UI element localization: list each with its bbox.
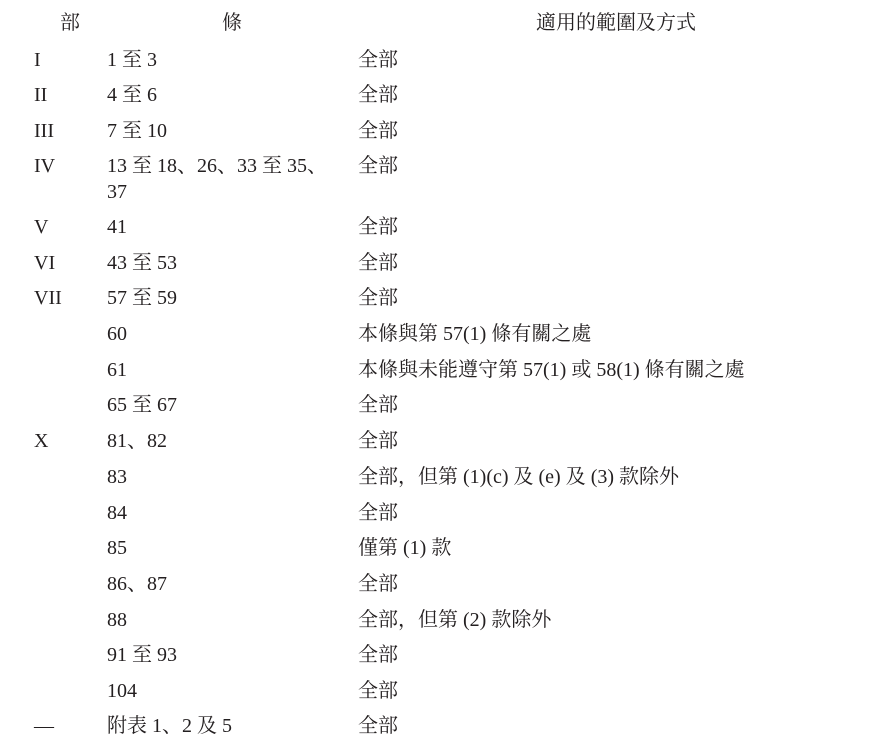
- section-cell: 83: [107, 466, 127, 488]
- scope-cell: 全部: [358, 715, 398, 737]
- section-cell: 88: [107, 609, 127, 631]
- scope-cell: 全部: [358, 84, 398, 106]
- section-cell: 41: [107, 216, 127, 238]
- table-row: [0, 284, 883, 320]
- scope-cell: 全部: [358, 287, 398, 309]
- scope-cell: 全部，但第 (1)(c) 及 (e) 及 (3) 款除外: [358, 466, 680, 488]
- table-row: [0, 534, 883, 570]
- part-cell: VI: [34, 252, 56, 274]
- section-cell: 104: [107, 680, 137, 702]
- section-cell: 7 至 10: [107, 120, 167, 142]
- scope-cell: 全部: [358, 252, 398, 274]
- scope-cell: 本條與未能遵守第 57(1) 或 58(1) 條有關之處: [358, 359, 745, 381]
- scope-cell: 全部: [358, 502, 398, 524]
- table-row: [0, 117, 883, 153]
- table-row: [0, 641, 883, 677]
- table-row: [0, 46, 883, 82]
- section-cell: 附表 1、2 及 5: [107, 715, 232, 737]
- table-row: [0, 606, 883, 642]
- part-cell: III: [34, 120, 54, 142]
- scope-cell: 全部: [358, 573, 398, 595]
- table-row: [0, 356, 883, 392]
- section-line: 13 至 18、26、33 至 35、: [107, 155, 327, 177]
- part-cell: II: [34, 84, 48, 106]
- table-row: [0, 213, 883, 249]
- table-row: [0, 249, 883, 285]
- scope-cell: 全部: [358, 430, 398, 452]
- header-section: 條: [222, 12, 242, 34]
- section-cell: 4 至 6: [107, 84, 157, 106]
- table-row: [0, 499, 883, 535]
- table-row: [0, 677, 883, 713]
- header-scope: 適用的範圍及方式: [536, 12, 696, 34]
- section-cell: 81、82: [107, 430, 167, 452]
- scope-cell: 全部，但第 (2) 款除外: [358, 609, 552, 631]
- scope-cell: 全部: [358, 155, 398, 177]
- part-cell: VII: [34, 287, 62, 309]
- part-cell: —: [34, 715, 54, 737]
- section-cell: 91 至 93: [107, 644, 177, 666]
- section-cell: 85: [107, 537, 127, 559]
- section-cell: 60: [107, 323, 127, 345]
- section-cell: 57 至 59: [107, 287, 177, 309]
- table-row: [0, 391, 883, 427]
- table-row: [0, 427, 883, 463]
- scope-cell: 全部: [358, 49, 398, 71]
- part-cell: V: [34, 216, 49, 238]
- section-cell: 61: [107, 359, 127, 381]
- scope-cell: 全部: [358, 680, 398, 702]
- part-cell: X: [34, 430, 49, 452]
- table-row: [0, 570, 883, 606]
- part-cell: I: [34, 49, 41, 71]
- section-cell: 43 至 53: [107, 252, 177, 274]
- scope-cell: 全部: [358, 216, 398, 238]
- scope-cell: 全部: [358, 394, 398, 416]
- table-row: [0, 81, 883, 117]
- table-row: [0, 463, 883, 499]
- part-cell: IV: [34, 155, 56, 177]
- scope-cell: 全部: [358, 644, 398, 666]
- section-cell: 84: [107, 502, 127, 524]
- scope-cell: 本條與第 57(1) 條有關之處: [358, 323, 592, 345]
- section-line-continued: 37: [107, 181, 127, 203]
- section-cell: 86、87: [107, 573, 167, 595]
- table-row: [0, 320, 883, 356]
- section-cell: [107, 152, 360, 206]
- table-row: [0, 152, 883, 212]
- section-cell: 1 至 3: [107, 49, 157, 71]
- scope-cell: 全部: [358, 120, 398, 142]
- scope-cell: 僅第 (1) 款: [358, 537, 452, 559]
- section-cell: 65 至 67: [107, 394, 177, 416]
- header-part: 部: [60, 12, 80, 34]
